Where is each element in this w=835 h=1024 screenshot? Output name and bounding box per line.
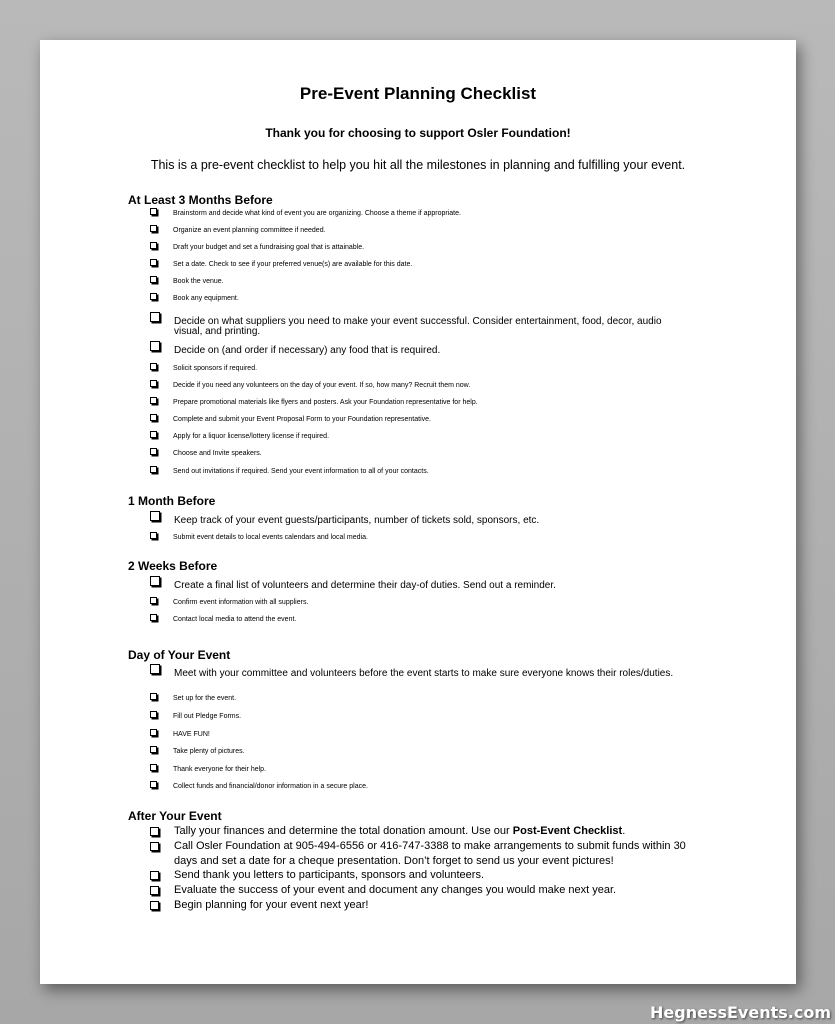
checklist-item[interactable]: Collect funds and financial/donor information in a secure place. — [150, 781, 690, 791]
checklist-item[interactable]: Set a date. Check to see if your preferred venue(s) are available for this date. — [150, 259, 690, 269]
checklist-item[interactable]: Organize an event planning committee if needed. — [150, 225, 690, 235]
checklist-item[interactable]: Begin planning for your event next year! — [150, 898, 690, 913]
section-heading-after-event: After Your Event — [128, 809, 222, 823]
checkbox[interactable] — [150, 341, 160, 351]
checklist-item[interactable]: Meet with your committee and volunteers before the event starts to make sure everyone knows their roles/duties. — [150, 664, 690, 679]
checklist-item[interactable]: Prepare promotional materials like flyers and posters. Ask your Foundation representative for help. — [150, 397, 690, 407]
checkbox[interactable] — [150, 746, 157, 753]
page-title: Pre-Event Planning Checklist — [299, 84, 537, 103]
checklist-item[interactable]: Send out invitations if required. Send your event information to all of your contacts. — [150, 466, 690, 476]
checklist-item[interactable]: Solicit sponsors if required. — [150, 363, 690, 373]
checkbox[interactable] — [150, 842, 159, 851]
watermark-text: HegnessEvents.com — [650, 1003, 831, 1022]
checklist-item[interactable]: HAVE FUN! — [150, 729, 690, 739]
checklist-item[interactable]: Keep track of your event guests/participants, number of tickets sold, sponsors, etc. — [150, 511, 690, 526]
section-heading-2-weeks: 2 Weeks Before — [128, 559, 218, 573]
checklist-item[interactable]: Confirm event information with all suppliers. — [150, 597, 690, 607]
checkbox[interactable] — [150, 711, 157, 718]
checkbox[interactable] — [150, 764, 157, 771]
intro-text: This is a pre-event checklist to help you hit all the milestones in planning and fulfilling your event. — [150, 158, 686, 172]
checklist-item[interactable]: Apply for a liquor license/lottery license if required. — [150, 431, 690, 441]
checkbox[interactable] — [150, 693, 157, 700]
section-heading-1-month: 1 Month Before — [128, 494, 216, 508]
checklist-item[interactable]: Brainstorm and decide what kind of event you are organizing. Choose a theme if appropriate. — [150, 208, 690, 218]
checklist-item[interactable]: Fill out Pledge Forms. — [150, 711, 690, 721]
checkbox[interactable] — [150, 827, 159, 836]
checkbox[interactable] — [150, 208, 157, 215]
checkbox[interactable] — [150, 363, 157, 370]
checkbox[interactable] — [150, 614, 157, 621]
checkbox[interactable] — [150, 242, 157, 249]
checkbox[interactable] — [150, 886, 159, 895]
checklist-item[interactable]: Decide if you need any volunteers on the day of your event. If so, how many? Recruit them now. — [150, 380, 690, 390]
checkbox[interactable] — [150, 729, 157, 736]
checklist-item[interactable]: Evaluate the success of your event and document any changes you would make next year. — [150, 883, 690, 898]
checklist-item[interactable]: Tally your finances and determine the total donation amount. Use our Post-Event Checklist. — [150, 824, 690, 839]
checklist-item[interactable]: Draft your budget and set a fundraising goal that is attainable. — [150, 242, 690, 252]
checkbox[interactable] — [150, 901, 159, 910]
checklist-item[interactable]: Decide on what suppliers you need to make your event successful. Consider entertainment, food, decor, audio visual, and printing. — [150, 312, 690, 337]
checklist-item[interactable]: Decide on (and order if necessary) any food that is required. — [150, 341, 690, 356]
checkbox[interactable] — [150, 312, 160, 322]
checkbox[interactable] — [150, 431, 157, 438]
checkbox[interactable] — [150, 597, 157, 604]
checklist-item[interactable]: Submit event details to local events calendars and local media. — [150, 532, 690, 542]
checklist-item[interactable]: Take plenty of pictures. — [150, 746, 690, 756]
checkbox[interactable] — [150, 664, 160, 674]
checklist-item[interactable]: Send thank you letters to participants, sponsors and volunteers. — [150, 868, 690, 883]
checklist-item[interactable]: Book any equipment. — [150, 293, 690, 303]
checkbox[interactable] — [150, 466, 157, 473]
checkbox[interactable] — [150, 397, 157, 404]
checklist-item[interactable]: Create a final list of volunteers and determine their day-of duties. Send out a reminder. — [150, 576, 690, 591]
checkbox[interactable] — [150, 293, 157, 300]
checklist-item[interactable]: Call Osler Foundation at 905-494-6556 or 416-747-3388 to make arrangements to submit funds within 30 days and set a date for a cheque presentation. Don’t forget to send us your event pictures! — [150, 839, 690, 868]
checklist-item[interactable]: Book the venue. — [150, 276, 690, 286]
checklist-page — [40, 40, 796, 984]
checklist-item[interactable]: Thank everyone for their help. — [150, 764, 690, 774]
checkbox[interactable] — [150, 511, 160, 521]
checkbox[interactable] — [150, 576, 160, 586]
checkbox[interactable] — [150, 259, 157, 266]
checkbox[interactable] — [150, 414, 157, 421]
checkbox[interactable] — [150, 871, 159, 880]
section-heading-3-months: At Least 3 Months Before — [128, 193, 273, 207]
checkbox[interactable] — [150, 276, 157, 283]
page-subtitle: Thank you for choosing to support Osler Foundation! — [265, 126, 571, 140]
post-event-checklist-link[interactable]: Post-Event Checklist — [512, 825, 623, 837]
checkbox[interactable] — [150, 380, 157, 387]
checklist-item[interactable]: Set up for the event. — [150, 693, 690, 703]
checkbox[interactable] — [150, 781, 157, 788]
checklist-item[interactable]: Complete and submit your Event Proposal Form to your Foundation representative. — [150, 414, 690, 424]
section-heading-day-of-event: Day of Your Event — [128, 648, 231, 662]
checkbox[interactable] — [150, 225, 157, 232]
checkbox[interactable] — [150, 448, 157, 455]
checklist-item[interactable]: Choose and Invite speakers. — [150, 448, 690, 458]
checkbox[interactable] — [150, 532, 157, 539]
checklist-item[interactable]: Contact local media to attend the event. — [150, 614, 690, 624]
